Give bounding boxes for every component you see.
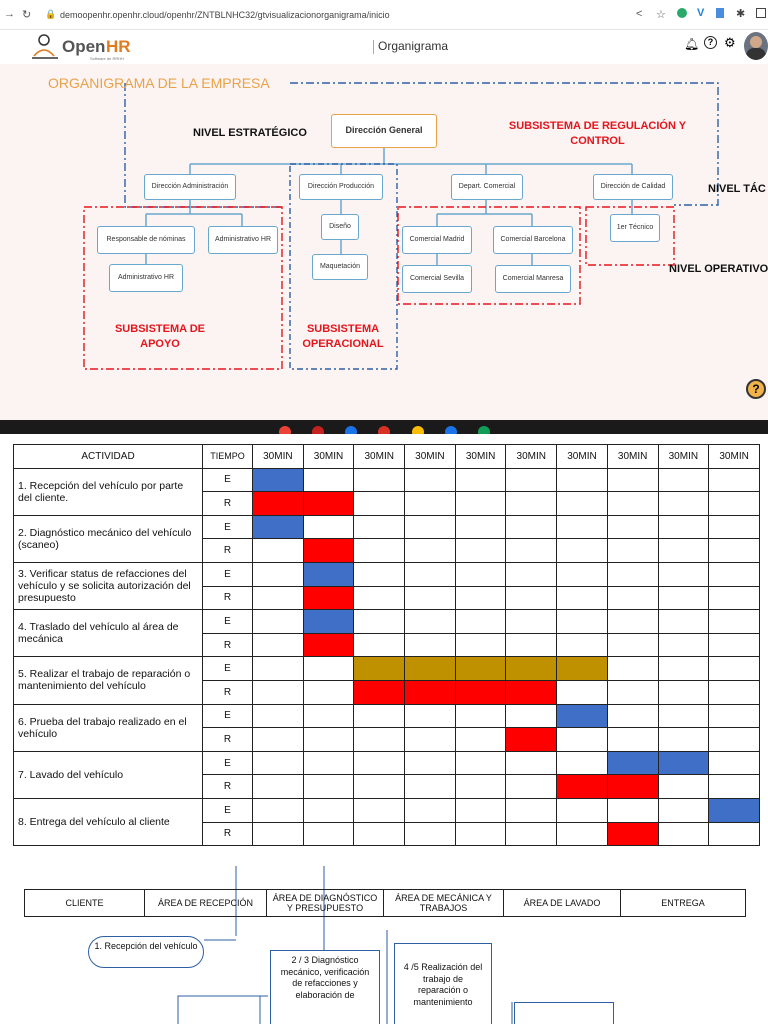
row-type-label: E xyxy=(203,798,253,822)
header-slot: 30MIN xyxy=(607,445,658,469)
gantt-cell xyxy=(405,492,456,516)
row-type-label: E xyxy=(203,610,253,634)
org-node-direction[interactable]: Depart. Comercial xyxy=(451,174,523,200)
gantt-row xyxy=(14,562,760,586)
help-icon[interactable]: ? xyxy=(704,36,717,49)
flow-step-2-3: 2 / 3 Diagnóstico mecánico, verificación de refacciones y elaboración de xyxy=(270,950,380,1024)
gantt-cell xyxy=(303,751,354,775)
gantt-cell xyxy=(506,657,557,681)
gantt-cell xyxy=(709,515,760,539)
gantt-cell xyxy=(455,468,506,492)
gantt-cell xyxy=(506,680,557,704)
gantt-cell xyxy=(303,728,354,752)
svg-text:HR: HR xyxy=(106,37,131,56)
gantt-cell xyxy=(455,515,506,539)
gantt-cell xyxy=(557,610,608,634)
gantt-cell xyxy=(709,751,760,775)
svg-text:Software de RRHH: Software de RRHH xyxy=(90,56,125,61)
flow-step-4-5: 4 /5 Realización del trabajo de reparación o mantenimiento xyxy=(394,943,492,1024)
gantt-cell xyxy=(658,468,709,492)
gantt-cell xyxy=(658,822,709,846)
row-type-label: E xyxy=(203,704,253,728)
lane-mecanica: ÁREA DE MECÁNICA Y TRABAJOS xyxy=(384,890,504,916)
gantt-cell xyxy=(303,822,354,846)
activity-name: 6. Prueba del trabajo realizado en el vehículo xyxy=(14,704,203,751)
flow-step-1: 1. Recepción del vehículo xyxy=(88,936,204,968)
gantt-cell xyxy=(455,610,506,634)
gantt-cell xyxy=(557,539,608,563)
activity-name: 8. Entrega del vehículo al cliente xyxy=(14,798,203,845)
os-taskbar xyxy=(0,420,768,434)
org-node-prod-child[interactable]: Diseño xyxy=(321,214,359,240)
org-node-com-child[interactable]: Comercial Sevilla xyxy=(402,265,472,293)
openhr-logo[interactable] xyxy=(30,32,140,62)
gantt-cell xyxy=(303,562,354,586)
gantt-cell xyxy=(303,492,354,516)
org-node-admin-child[interactable]: Responsable de nóminas xyxy=(97,226,195,254)
gantt-row xyxy=(14,798,760,822)
header-slot: 30MIN xyxy=(405,445,456,469)
gantt-cell xyxy=(253,539,304,563)
gantt-cell xyxy=(455,633,506,657)
nivel-tactico-label: NIVEL TÁC xyxy=(708,183,766,195)
gantt-cell xyxy=(455,657,506,681)
gantt-cell xyxy=(405,798,456,822)
gantt-cell xyxy=(253,728,304,752)
gantt-cell xyxy=(303,680,354,704)
gantt-cell xyxy=(455,751,506,775)
gantt-cell xyxy=(455,586,506,610)
flow-step-lavado xyxy=(514,1002,614,1024)
gantt-cell xyxy=(354,539,405,563)
gantt-cell xyxy=(607,610,658,634)
gantt-cell xyxy=(658,515,709,539)
gantt-cell xyxy=(658,798,709,822)
gantt-cell xyxy=(658,492,709,516)
lane-cliente: CLIENTE xyxy=(25,890,145,916)
gantt-cell xyxy=(709,539,760,563)
gantt-cell xyxy=(709,704,760,728)
gear-icon[interactable]: ⚙ xyxy=(724,35,736,50)
gantt-cell xyxy=(354,657,405,681)
activity-name: 4. Traslado del vehículo al área de mecánica xyxy=(14,610,203,657)
row-type-label: R xyxy=(203,633,253,657)
gantt-header-row xyxy=(14,445,760,469)
gantt-row xyxy=(14,704,760,728)
gantt-cell xyxy=(354,728,405,752)
org-node-cal-child[interactable]: 1er Técnico xyxy=(610,214,660,242)
gantt-cell xyxy=(557,798,608,822)
gantt-cell xyxy=(253,633,304,657)
activity-name: 5. Realizar el trabajo de reparación o mantenimiento del vehículo xyxy=(14,657,203,704)
row-type-label: E xyxy=(203,657,253,681)
gantt-cell xyxy=(354,586,405,610)
gantt-cell xyxy=(354,492,405,516)
gantt-cell xyxy=(506,562,557,586)
gantt-cell xyxy=(658,751,709,775)
gantt-cell xyxy=(709,633,760,657)
gantt-cell xyxy=(607,798,658,822)
gantt-cell xyxy=(506,751,557,775)
extension-icon[interactable] xyxy=(677,8,687,18)
gantt-cell xyxy=(405,610,456,634)
lane-recepcion: ÁREA DE RECEPCIÓN xyxy=(145,890,267,916)
gantt-cell xyxy=(303,468,354,492)
org-chart xyxy=(0,64,768,420)
row-type-label: R xyxy=(203,680,253,704)
gantt-cell xyxy=(303,704,354,728)
gantt-cell xyxy=(253,751,304,775)
gantt-cell xyxy=(253,657,304,681)
puzzle-icon[interactable]: ✱ xyxy=(736,8,746,20)
activity-name: 3. Verificar status de refacciones del vehículo y se solicita autorización del presupuesto xyxy=(14,562,203,609)
gantt-cell xyxy=(506,633,557,657)
gantt-cell xyxy=(354,822,405,846)
gantt-cell xyxy=(607,657,658,681)
gantt-cell xyxy=(658,539,709,563)
activity-name: 2. Diagnóstico mecánico del vehículo (scaneo) xyxy=(14,515,203,562)
header-slot: 30MIN xyxy=(253,445,304,469)
avatar[interactable] xyxy=(744,32,768,60)
gantt-cell xyxy=(354,610,405,634)
gantt-cell xyxy=(709,657,760,681)
gantt-cell xyxy=(303,657,354,681)
gantt-cell xyxy=(253,610,304,634)
gantt-cell xyxy=(658,562,709,586)
gantt-cell xyxy=(253,775,304,799)
row-type-label: R xyxy=(203,586,253,610)
gantt-cell xyxy=(557,657,608,681)
gantt-cell xyxy=(253,562,304,586)
share-icon[interactable]: < xyxy=(636,8,643,20)
gantt-cell xyxy=(557,751,608,775)
gantt-cell xyxy=(354,798,405,822)
gantt-row xyxy=(14,657,760,681)
header-slot: 30MIN xyxy=(709,445,760,469)
gantt-cell xyxy=(709,610,760,634)
gantt-cell xyxy=(253,468,304,492)
gantt-cell xyxy=(557,562,608,586)
header-time: TIEMPO xyxy=(203,445,253,469)
gantt-cell xyxy=(557,586,608,610)
gantt-cell xyxy=(607,633,658,657)
gantt-cell xyxy=(253,515,304,539)
gantt-cell xyxy=(557,822,608,846)
gantt-cell xyxy=(455,775,506,799)
org-node-com-child[interactable]: Comercial Barcelona xyxy=(493,226,573,254)
header-slot: 30MIN xyxy=(557,445,608,469)
gantt-cell xyxy=(303,515,354,539)
gantt-cell xyxy=(709,775,760,799)
gantt-cell xyxy=(557,515,608,539)
gantt-cell xyxy=(557,775,608,799)
lock-icon: 🔒 xyxy=(45,9,57,19)
svg-text:Open: Open xyxy=(62,37,106,56)
gantt-cell xyxy=(303,586,354,610)
gantt-cell xyxy=(405,468,456,492)
window-icon[interactable] xyxy=(756,8,766,18)
gantt-cell xyxy=(658,704,709,728)
gantt-cell xyxy=(709,680,760,704)
org-node-prod-child[interactable]: Maquetación xyxy=(312,254,368,280)
gantt-cell xyxy=(607,822,658,846)
header-slot: 30MIN xyxy=(506,445,557,469)
help-float-icon[interactable]: ? xyxy=(746,379,766,399)
gantt-table xyxy=(13,444,760,846)
gantt-cell xyxy=(405,539,456,563)
activity-name: 7. Lavado del vehículo xyxy=(14,751,203,798)
gantt-cell xyxy=(354,704,405,728)
row-type-label: R xyxy=(203,492,253,516)
gantt-cell xyxy=(405,704,456,728)
row-type-label: R xyxy=(203,728,253,752)
org-node-com-child[interactable]: Comercial Madrid xyxy=(402,226,472,254)
subsistema-apoyo-label: SUBSISTEMA DE APOYO xyxy=(114,323,206,351)
back-arrow-icon[interactable]: → xyxy=(4,8,15,20)
org-node-admin-child[interactable]: Administrativo HR xyxy=(208,226,278,254)
gantt-row xyxy=(14,610,760,634)
gantt-cell xyxy=(405,775,456,799)
gantt-cell xyxy=(455,492,506,516)
gantt-cell xyxy=(658,657,709,681)
lane-diagnostico: ÁREA DE DIAGNÓSTICO Y PRESUPUESTO xyxy=(267,890,384,916)
gantt-row xyxy=(14,751,760,775)
gantt-cell xyxy=(709,586,760,610)
gantt-cell xyxy=(303,610,354,634)
gantt-cell xyxy=(253,492,304,516)
gantt-cell xyxy=(405,515,456,539)
gantt-cell xyxy=(709,728,760,752)
gantt-row xyxy=(14,468,760,492)
gantt-cell xyxy=(658,610,709,634)
gantt-cell xyxy=(607,515,658,539)
gantt-cell xyxy=(405,586,456,610)
star-icon[interactable]: ☆ xyxy=(656,9,666,21)
gantt-cell xyxy=(405,728,456,752)
gantt-cell xyxy=(455,562,506,586)
header-slot: 30MIN xyxy=(455,445,506,469)
gantt-cell xyxy=(506,610,557,634)
gantt-cell xyxy=(405,633,456,657)
gantt-cell xyxy=(506,822,557,846)
lane-entrega: ENTREGA xyxy=(661,897,705,908)
nivel-operativo-label: NIVEL OPERATIVO xyxy=(669,263,768,275)
gantt-cell xyxy=(303,775,354,799)
bell-icon[interactable]: 🔔︎ xyxy=(684,37,700,51)
gantt-cell xyxy=(658,728,709,752)
gantt-cell xyxy=(405,562,456,586)
gantt-cell xyxy=(506,515,557,539)
gantt-cell xyxy=(455,798,506,822)
gantt-cell xyxy=(354,775,405,799)
page-title: Organigrama xyxy=(378,39,449,53)
row-type-label: E xyxy=(203,515,253,539)
gantt-cell xyxy=(354,515,405,539)
reload-icon[interactable]: ↻ xyxy=(22,9,32,21)
gantt-cell xyxy=(405,680,456,704)
extension-doc-icon[interactable] xyxy=(716,8,724,18)
gantt-cell xyxy=(455,680,506,704)
gantt-cell xyxy=(354,751,405,775)
gantt-cell xyxy=(506,704,557,728)
gantt-cell xyxy=(658,586,709,610)
gantt-cell xyxy=(709,492,760,516)
gantt-cell xyxy=(607,586,658,610)
subsistema-regulacion-label: SUBSISTEMA DE REGULACIÓN Y CONTROL xyxy=(508,120,687,148)
subsistema-operacional-label: SUBSISTEMA OPERACIONAL xyxy=(302,323,384,351)
gantt-cell xyxy=(607,751,658,775)
gantt-cell xyxy=(506,468,557,492)
gantt-cell xyxy=(253,798,304,822)
header-activity: ACTIVIDAD xyxy=(14,445,203,469)
gantt-cell xyxy=(253,822,304,846)
gantt-cell xyxy=(658,775,709,799)
gantt-row xyxy=(14,515,760,539)
org-node-direction[interactable]: Dirección de Calidad xyxy=(593,174,673,200)
gantt-cell xyxy=(506,728,557,752)
gantt-cell xyxy=(303,539,354,563)
gantt-cell xyxy=(607,775,658,799)
gantt-cell xyxy=(405,657,456,681)
row-type-label: E xyxy=(203,751,253,775)
gantt-cell xyxy=(303,798,354,822)
header-separator xyxy=(373,40,374,54)
gantt-cell xyxy=(303,633,354,657)
org-node-com-child[interactable]: Comercial Manresa xyxy=(495,265,571,293)
gantt-cell xyxy=(557,680,608,704)
org-node-admin-child[interactable]: Administrativo HR xyxy=(109,264,183,292)
gantt-cell xyxy=(253,704,304,728)
url-text[interactable]: demoopenhr.openhr.cloud/openhr/ZNTBLNHC32/gtvisualizacionorganigrama/inicio xyxy=(60,10,390,20)
row-type-label: R xyxy=(203,822,253,846)
gantt-cell xyxy=(557,704,608,728)
gantt-cell xyxy=(709,798,760,822)
gantt-cell xyxy=(253,586,304,610)
gantt-cell xyxy=(405,751,456,775)
gantt-cell xyxy=(354,633,405,657)
gantt-cell xyxy=(354,562,405,586)
gantt-cell xyxy=(557,728,608,752)
gantt-cell xyxy=(354,680,405,704)
gantt-cell xyxy=(455,539,506,563)
app-header xyxy=(0,30,768,64)
gantt-cell xyxy=(455,728,506,752)
gantt-cell xyxy=(607,680,658,704)
gantt-cell xyxy=(557,468,608,492)
row-type-label: R xyxy=(203,539,253,563)
gantt-cell xyxy=(506,586,557,610)
gantt-cell xyxy=(607,468,658,492)
row-type-label: E xyxy=(203,562,253,586)
gantt-cell xyxy=(506,775,557,799)
gantt-cell xyxy=(607,492,658,516)
gantt-cell xyxy=(658,633,709,657)
gantt-cell xyxy=(709,562,760,586)
gantt-cell xyxy=(658,680,709,704)
gantt-cell xyxy=(709,822,760,846)
nivel-estrategico-label: NIVEL ESTRATÉGICO xyxy=(193,127,307,139)
lane-lavado: ÁREA DE LAVADO xyxy=(504,890,621,916)
gantt-cell xyxy=(607,562,658,586)
activity-name: 1. Recepción del vehículo por parte del cliente. xyxy=(14,468,203,515)
gantt-cell xyxy=(455,822,506,846)
extension-v-icon[interactable]: V xyxy=(697,7,705,19)
gantt-cell xyxy=(506,798,557,822)
gantt-cell xyxy=(607,728,658,752)
gantt-cell xyxy=(506,539,557,563)
row-type-label: R xyxy=(203,775,253,799)
gantt-cell xyxy=(455,704,506,728)
gantt-cell xyxy=(354,468,405,492)
gantt-cell xyxy=(607,704,658,728)
gantt-cell xyxy=(506,492,557,516)
org-node-root[interactable]: Dirección General xyxy=(331,114,437,148)
org-node-direction[interactable]: Dirección Producción xyxy=(299,174,383,200)
gantt-cell xyxy=(709,468,760,492)
flow-lanes-header xyxy=(24,889,746,917)
header-slot: 30MIN xyxy=(303,445,354,469)
gantt-cell xyxy=(557,492,608,516)
browser-url-bar[interactable] xyxy=(0,0,768,30)
gantt-cell xyxy=(253,680,304,704)
org-node-direction[interactable]: Dirección Administración xyxy=(144,174,236,200)
header-slot: 30MIN xyxy=(354,445,405,469)
gantt-cell xyxy=(607,539,658,563)
gantt-cell xyxy=(405,822,456,846)
header-slot: 30MIN xyxy=(658,445,709,469)
row-type-label: E xyxy=(203,468,253,492)
gantt-cell xyxy=(557,633,608,657)
org-title: ORGANIGRAMA DE LA EMPRESA xyxy=(48,75,270,91)
